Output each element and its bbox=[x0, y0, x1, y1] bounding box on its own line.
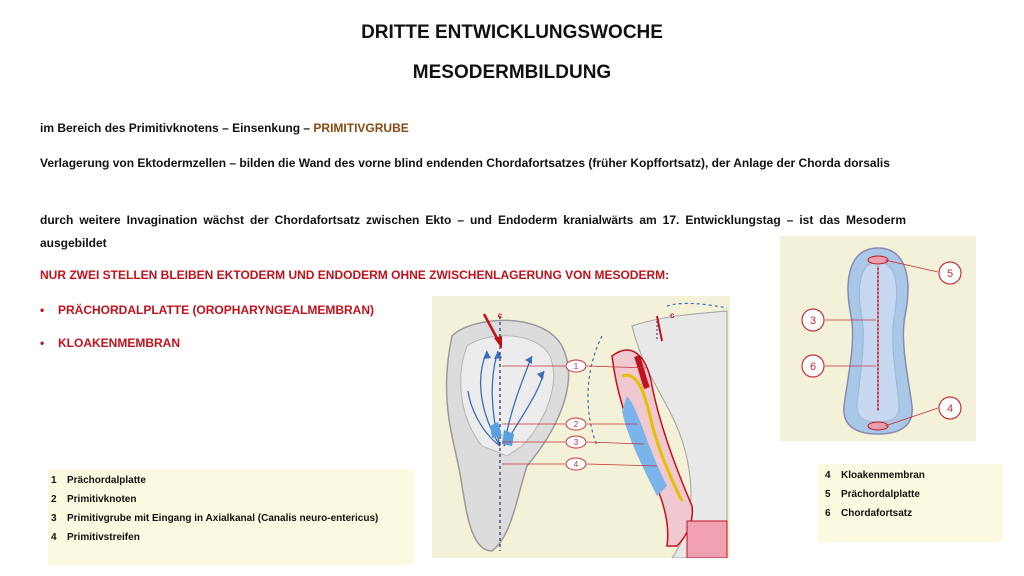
legend-label: Primitivstreifen bbox=[67, 532, 140, 543]
svg-text:1: 1 bbox=[573, 362, 579, 371]
svg-text:3: 3 bbox=[573, 438, 579, 447]
legend-row bbox=[818, 466, 1002, 485]
paragraph-invagination: durch weitere Invagination wächst der Chordafortsatz zwischen Ekto – und Endoderm kranialwärts am 17. Entwicklungstag – ist das Mesoderm ausgebildet bbox=[40, 213, 906, 250]
cut-label: c bbox=[497, 311, 503, 320]
legend-num: 1 bbox=[51, 475, 57, 486]
marker-6 bbox=[802, 355, 824, 377]
legend-row bbox=[48, 471, 414, 490]
legend-num: 4 bbox=[825, 470, 831, 481]
svg-text:4: 4 bbox=[573, 460, 579, 469]
svg-text:6: 6 bbox=[809, 361, 817, 373]
page-title: DRITTE ENTWICKLUNGSWOCHE bbox=[361, 22, 663, 43]
svg-text:3: 3 bbox=[809, 315, 817, 327]
page-subtitle: MESODERMBILDUNG bbox=[412, 62, 612, 83]
legend-num: 5 bbox=[825, 489, 831, 500]
cut-label: c bbox=[670, 311, 675, 320]
legend-left bbox=[48, 469, 414, 565]
bullet-item-praechordalplatte bbox=[40, 303, 374, 317]
bullet-icon: • bbox=[40, 336, 45, 350]
highlight-primitivgrube: PRIMITIVGRUBE bbox=[310, 121, 409, 135]
legend-label: Primitivknoten bbox=[67, 494, 137, 505]
paragraph-ektodermzellen: Verlagerung von Ektodermzellen – bilden die Wand des vorne blind endenden Chordafortsatzes (früher Kopffortsatz), der Anlage der Chorda dorsalis bbox=[40, 156, 890, 170]
legend-row bbox=[818, 504, 1002, 523]
marker-3 bbox=[802, 309, 824, 331]
legend-right bbox=[818, 464, 1002, 542]
marker-2 bbox=[566, 418, 586, 430]
svg-text:4: 4 bbox=[946, 403, 954, 415]
marker-1 bbox=[566, 360, 586, 372]
legend-num: 6 bbox=[825, 508, 831, 519]
legend-label: Chordafortsatz bbox=[841, 508, 913, 519]
marker-3 bbox=[566, 436, 586, 448]
marker-4 bbox=[939, 397, 961, 419]
bullet-label: KLOAKENMEMBRAN bbox=[58, 336, 180, 350]
svg-text:2: 2 bbox=[573, 420, 579, 429]
bullet-item-kloakenmembran bbox=[40, 336, 180, 350]
legend-row bbox=[48, 490, 414, 509]
bullet-label: PRÄCHORDALPLATTE (OROPHARYNGEALMEMBRAN) bbox=[58, 303, 374, 317]
legend-label: Primitivgrube mit Eingang in Axialkanal (Canalis neuro-entericus) bbox=[67, 513, 379, 524]
bullet-icon: • bbox=[40, 303, 45, 317]
red-heading: NUR ZWEI STELLEN BLEIBEN EKTODERM UND ENDODERM OHNE ZWISCHENLAGERUNG VON MESODERM: bbox=[40, 268, 670, 282]
svg-text:5: 5 bbox=[946, 268, 954, 280]
legend-label: Kloakenmembran bbox=[841, 470, 925, 481]
legend-row bbox=[48, 528, 414, 547]
marker-5 bbox=[939, 262, 961, 284]
cloacal-region bbox=[687, 521, 727, 558]
legend-row bbox=[818, 485, 1002, 504]
marker-4 bbox=[566, 458, 586, 470]
legend-num: 2 bbox=[51, 494, 57, 505]
embryonic-disc-diagram bbox=[780, 236, 976, 441]
paragraph-text: im Bereich des Primitivknotens – Einsenkung – bbox=[40, 121, 311, 135]
legend-label: Prächordalplatte bbox=[841, 489, 920, 500]
embryo-sectional-diagram bbox=[432, 296, 730, 558]
paragraph-primitivgrube bbox=[40, 117, 906, 140]
legend-row bbox=[48, 509, 414, 528]
legend-label: Prächordalplatte bbox=[67, 475, 146, 486]
legend-num: 3 bbox=[51, 513, 57, 524]
legend-num: 4 bbox=[51, 532, 57, 543]
